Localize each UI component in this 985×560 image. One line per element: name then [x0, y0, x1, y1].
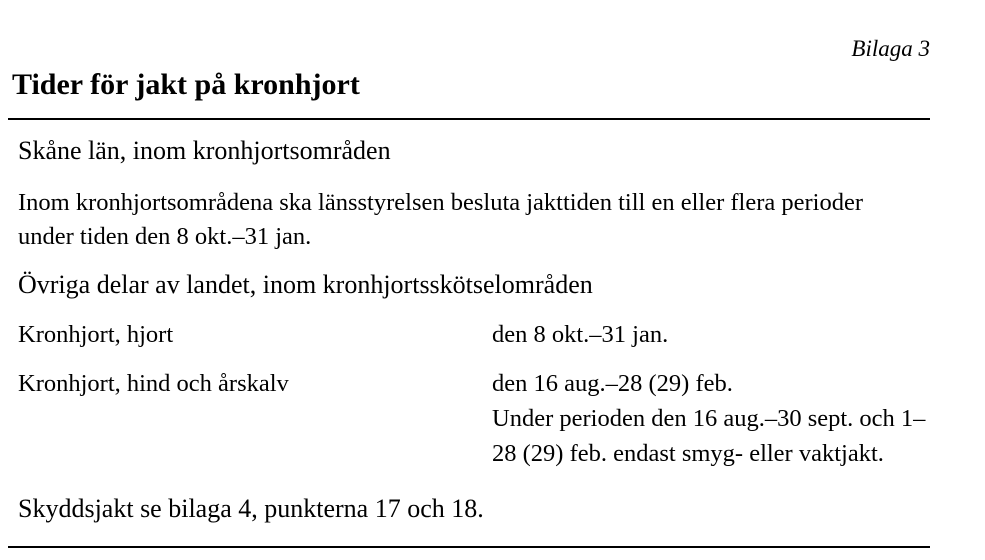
top-rule	[8, 118, 930, 120]
bottom-rule	[8, 546, 930, 548]
document-content	[8, 0, 930, 525]
section-paragraph-skane: Inom kronhjortsområdena ska länsstyrelsen besluta jakttiden till en eller flera perioder under tiden den 8 okt.–31 jan.	[18, 189, 863, 250]
schedule-row-hind-arskalv	[8, 366, 930, 471]
footer-note: Skyddsjakt se bilaga 4, punkterna 17 och 18.	[18, 494, 484, 523]
page-title: Tider för jakt på kronhjort	[12, 68, 360, 101]
period-line: den 16 aug.–28 (29) feb.	[492, 370, 733, 397]
schedule-row-hjort	[8, 317, 930, 352]
period-cell	[492, 366, 930, 471]
section-heading-skane: Skåne län, inom kronhjortsområden	[18, 136, 391, 165]
annex-label: Bilaga 3	[851, 36, 930, 61]
species-cell: Kronhjort, hind och årskalv	[18, 370, 289, 397]
section-heading-ovriga: Övriga delar av landet, inom kronhjortsskötselområden	[18, 270, 593, 299]
period-note: Under perioden den 16 aug.–30 sept. och 1–28 (29) feb. endast smyg- eller vaktjakt.	[492, 405, 926, 467]
species-cell: Kronhjort, hjort	[18, 321, 174, 348]
period-cell: den 8 okt.–31 jan.	[492, 321, 669, 348]
